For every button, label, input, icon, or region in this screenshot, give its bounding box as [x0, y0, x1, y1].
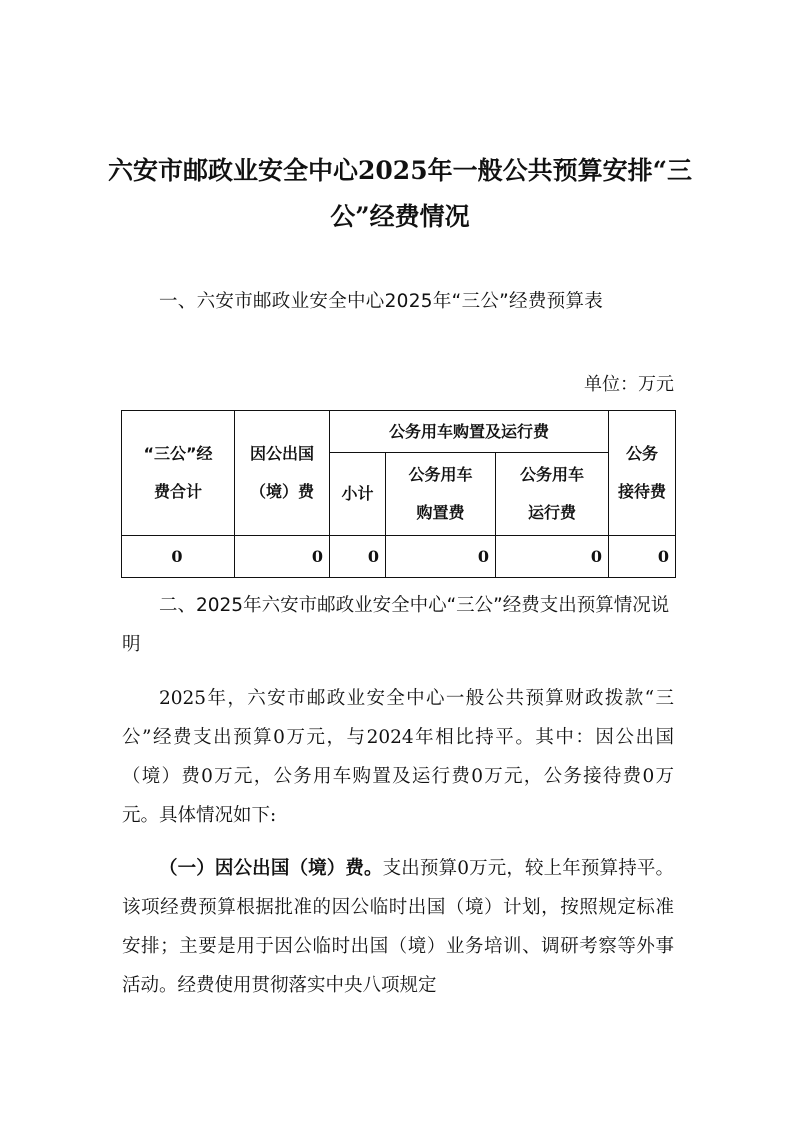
document-title: 六安市邮政业安全中心2025年一般公共预算安排“三公”经费情况	[108, 156, 692, 231]
value-purchase: 0	[386, 536, 496, 578]
header-subtotal: 小计	[330, 453, 386, 536]
table-row	[122, 536, 676, 578]
paragraph-lead: （一）因公出国（境）费。	[159, 858, 383, 879]
value-subtotal: 0	[330, 536, 386, 578]
value-operation: 0	[496, 536, 609, 578]
value-abroad: 0	[235, 536, 330, 578]
header-operation: 公务用车 运行费	[496, 453, 609, 536]
value-reception: 0	[609, 536, 676, 578]
header-vehicle-group: 公务用车购置及运行费	[330, 411, 609, 453]
table-header-row	[122, 411, 676, 453]
section1-heading: 一、六安市邮政业安全中心2025年“三公”经费预算表	[159, 291, 604, 312]
paragraph-summary: 2025年，六安市邮政业安全中心一般公共预算财政拨款“三公”经费支出预算0万元，与2024年相比持平。其中：因公出国（境）费0万元，公务用车购置及运行费0万元，公务接待费0万元。具体情况如下:	[122, 688, 674, 826]
header-abroad: 因公出国 （境）费	[235, 411, 330, 536]
budget-table	[121, 410, 676, 578]
paragraph-body: 支出预算0万元，较上年预算持平。该项经费预算根据批准的因公临时出国（境）计划，按照规定标准安排；主要是用于因公临时出国（境）业务培训、调研考察等外事活动。经费使用贯彻落实中央八项规定	[122, 858, 674, 996]
header-reception: 公务 接待费	[609, 411, 676, 536]
section2-heading: 二、2025年六安市邮政业安全中心“三公”经费支出预算情况说明	[122, 595, 670, 655]
paragraph-abroad-expense	[122, 849, 674, 1005]
header-purchase: 公务用车 购置费	[386, 453, 496, 536]
header-total: “三公”经 费合计	[122, 411, 235, 536]
unit-label: 单位：万元	[584, 374, 674, 395]
value-total: 0	[122, 536, 235, 578]
